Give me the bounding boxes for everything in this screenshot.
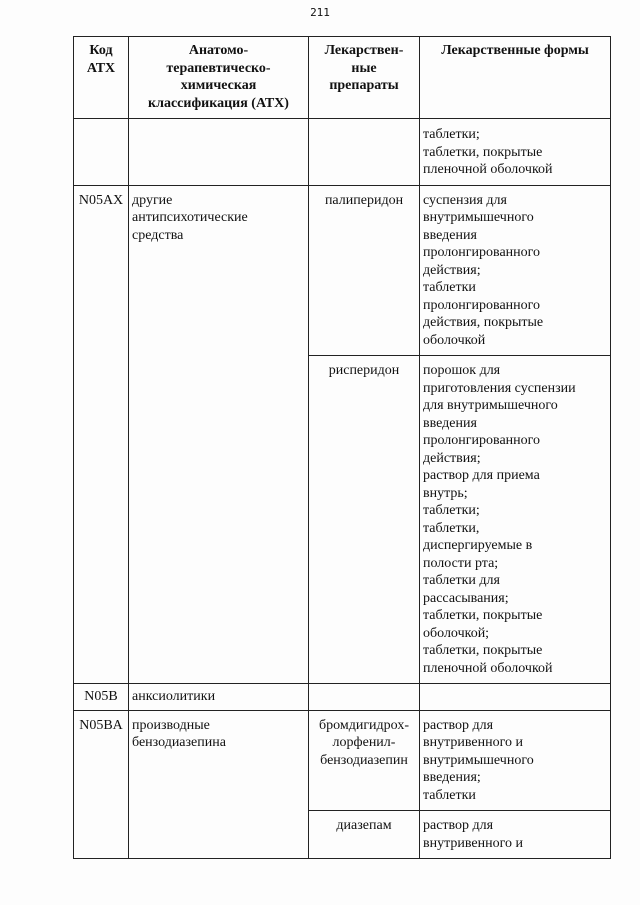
drug-cell (309, 119, 420, 186)
drug-text: бромдигидрох- лорфенил- бензодиазепин (318, 717, 409, 768)
forms-text: таблетки; таблетки, покрытые пленочной оболочкой (423, 127, 553, 177)
forms-text: раствор для внутривенного и внутримышечного введения; таблетки (423, 717, 534, 803)
atc-text: производные бензодиазепина (132, 717, 226, 750)
drug-cell (309, 684, 420, 711)
forms-text: суспензия для внутримышечного введения пролонгированного действия; таблетки пролонгированного действия, покрытые оболочкой (423, 192, 544, 348)
table-row (74, 684, 611, 711)
code-cell (74, 185, 129, 684)
drug-cell (309, 185, 420, 356)
table-row (74, 710, 611, 811)
header-drugs-label: Лекарствен- ные препараты (324, 43, 404, 93)
forms-cell (420, 811, 611, 859)
forms-cell (420, 356, 611, 684)
atx-drug-table (73, 36, 611, 859)
atc-cell (129, 185, 309, 684)
drug-cell (309, 710, 420, 811)
drug-text: рисперидон (328, 363, 400, 378)
header-code-label: Код АТХ (86, 43, 116, 76)
atc-text: анксиолитики (132, 689, 216, 704)
code-text: N05AX (78, 192, 124, 208)
table-row (74, 185, 611, 356)
atc-cell (129, 710, 309, 859)
drug-cell (309, 811, 420, 859)
header-atc-label: Анатомо- терапевтическо- химическая классификация (АТХ) (148, 43, 289, 111)
table-header (74, 37, 611, 119)
table-row (74, 119, 611, 186)
atc-cell (129, 684, 309, 711)
table-body (74, 119, 611, 859)
forms-cell (420, 684, 611, 711)
header-code (74, 37, 129, 119)
forms-text: раствор для внутривенного и (423, 818, 523, 851)
forms-cell (420, 119, 611, 186)
header-forms (420, 37, 611, 119)
atc-cell (129, 119, 309, 186)
header-row (74, 37, 611, 119)
drug-text: диазепам (336, 818, 392, 833)
code-cell (74, 684, 129, 711)
drug-text: палиперидон (324, 192, 404, 208)
header-forms-label: Лекарственные формы (441, 43, 589, 58)
header-atc (129, 37, 309, 119)
drug-cell (309, 356, 420, 684)
code-text: N05B (84, 689, 118, 704)
page-number: 211 (310, 6, 330, 19)
code-cell (74, 119, 129, 186)
forms-cell (420, 710, 611, 811)
header-drugs (309, 37, 420, 119)
forms-text: порошок для приготовления суспензии для внутримышечного введения пролонгированного действия; раствор для приема внутрь; таблетки; таблетки, диспергируемые в полости рта; таблетки для рассасывания; таблетки, покрытые оболочкой; таблетки, покрытые пленочной оболочкой (423, 363, 576, 676)
code-text: N05BA (79, 717, 123, 733)
forms-cell (420, 185, 611, 356)
code-cell (74, 710, 129, 859)
atc-text: другие антипсихотические средства (132, 192, 248, 243)
